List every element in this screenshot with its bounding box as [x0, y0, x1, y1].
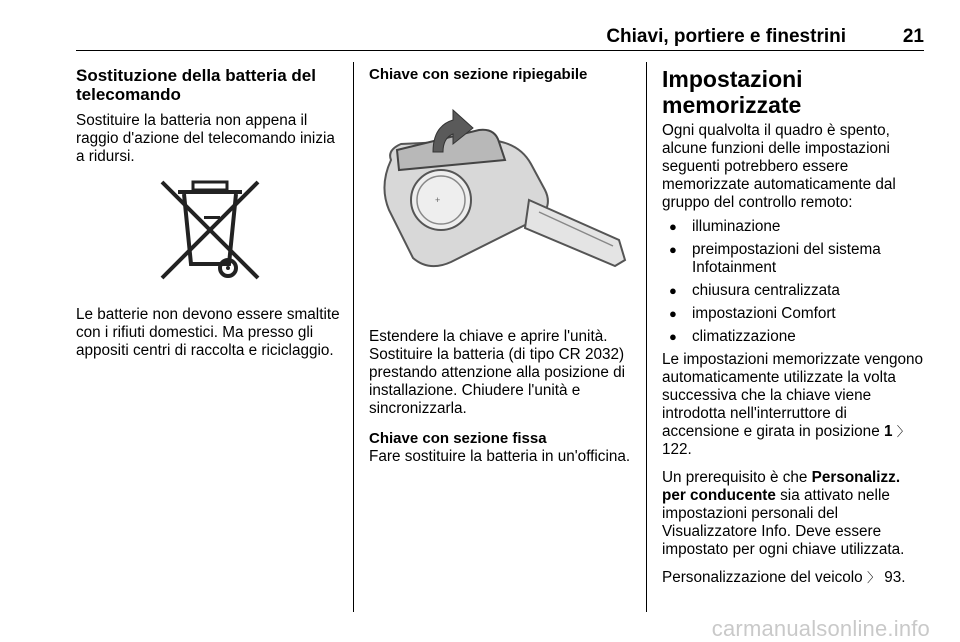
key-illustration: [369, 90, 633, 312]
weee-bin-icon: [76, 176, 344, 294]
fixed-key-instructions: Fare sostituire la batteria in un'officina.: [369, 448, 631, 465]
left-column: [76, 66, 344, 370]
page-header: [76, 24, 924, 51]
fixed-key-title: Chiave con sezione fissa: [369, 430, 547, 447]
watermark: carmanualsonline.info: [711, 616, 930, 641]
section-title: Chiavi, portiere e finestrini: [606, 26, 846, 47]
list-item: ● preimpostazioni del sistema Infotainment: [662, 241, 926, 277]
stored-settings-usage: Le impostazioni memorizzate vengono automaticamente utilizzate la volta successiva che la chiave viene introdotta nell'interruttore di accensione e girata in posizione 1 〉 122.: [662, 351, 924, 458]
page-ref-icon: 〉: [866, 570, 880, 585]
page-ref-link[interactable]: 122.: [662, 441, 692, 458]
folding-key-instructions: Estendere la chiave e aprire l'unità. Sostituire la batteria (di tipo CR 2032) prestando attenzione alla posizione di installazione. Chiudere l'unità e sincronizzarla.: [369, 328, 625, 417]
driver-personalization-note: Un prerequisito è che Personalizz. per conducente sia attivato nelle impostazioni personali del Visualizzatore Info. Deve essere impostato per ogni chiave utilizzata.: [662, 469, 905, 558]
middle-column: [369, 66, 633, 476]
list-item: ● impostazioni Comfort: [662, 305, 926, 323]
svg-text:+: +: [435, 195, 441, 205]
page-ref-link[interactable]: 93.: [884, 569, 906, 586]
stored-settings-list: [662, 218, 926, 346]
stored-settings-intro: Ogni qualvolta il quadro è spento, alcune funzioni delle impostazioni seguenti potrebbero essere memorizzate automaticamente dal gruppo del controllo remoto:: [662, 122, 896, 211]
personalization-setting-name: Personalizz. per conducente: [662, 469, 901, 504]
list-item: ● chiusura centralizzata: [662, 282, 926, 300]
folding-key-title: Chiave con sezione ripiegabile: [369, 66, 588, 83]
battery-disposal-note: Le batterie non devono essere smaltite con i rifiuti domestici. Ma presso gli appositi centri di raccolta e riciclaggio.: [76, 306, 340, 359]
column-divider-left: [353, 62, 354, 612]
page-number: 21: [902, 26, 924, 47]
battery-replacement-intro: Sostituire la batteria non appena il raggio d'azione del telecomando inizia a ridursi.: [76, 112, 335, 165]
battery-replacement-title: Sostituzione della batteria del telecomando: [76, 66, 316, 104]
ignition-position: 1: [883, 423, 893, 440]
vehicle-personalization-ref: Personalizzazione del veicolo 〉 93.: [662, 569, 906, 586]
list-item: ● illuminazione: [662, 218, 926, 236]
right-column: [662, 66, 926, 597]
column-divider-right: [646, 62, 647, 612]
stored-settings-title: Impostazioni memorizzate: [662, 66, 803, 118]
page-ref-icon: 〉: [896, 424, 910, 439]
list-item: ● climatizzazione: [662, 328, 926, 346]
